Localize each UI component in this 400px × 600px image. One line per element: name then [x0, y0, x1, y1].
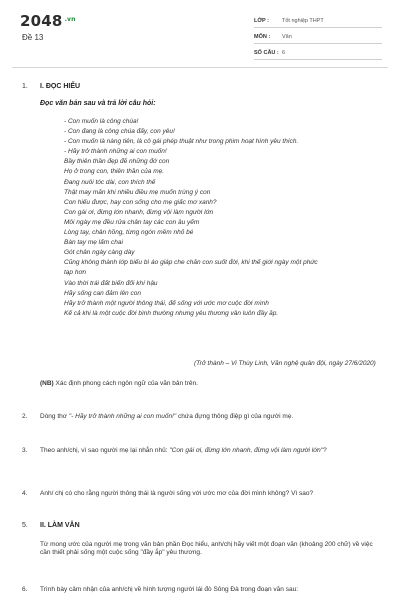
section-title-writing: II. LÀM VĂN: [40, 522, 80, 529]
poem-line: Cũng không thành lớp biểu bì áo giáp che chắn con suốt đời, khi thế giới ngày một phức: [64, 259, 318, 267]
question-number: 6.: [22, 586, 28, 593]
question-text: Xác định phong cách ngôn ngữ của văn bản trên.: [53, 380, 198, 387]
poem-line: Họ ở trong con, thiên thần của mẹ.: [64, 168, 165, 176]
question-text: Trình bày cảm nhận của anh/chị về hình tượng người lái đò Sông Đà trong đoạn văn sau:: [40, 586, 299, 593]
meta-row-class: [254, 12, 382, 28]
meta-label: MÔN :: [254, 34, 271, 41]
question-text-part: Theo anh/chị, vì sao người mẹ lại nhắn nhủ:: [40, 447, 170, 454]
question-quote: "- Hãy trở thành những ai con muốn!": [68, 413, 177, 420]
logo-suffix: .vn: [64, 16, 76, 23]
question-text-part: chứa đựng thông điệp gì của người mẹ.: [176, 413, 294, 420]
poem-line: - Con muốn là công chúa!: [64, 118, 139, 125]
poem-line: Mỗi ngày mẹ đều rửa chân tay các con âu yếm: [64, 218, 200, 226]
meta-value: Văn: [282, 34, 292, 41]
question-number: 1.: [22, 83, 28, 90]
reading-instruction: Đọc văn bản sau và trả lời câu hỏi:: [40, 100, 156, 107]
question-quote: "Con gái ơi, đừng lớn nhanh, đừng vội làm người lớn": [169, 447, 324, 454]
section-title-reading: I. ĐỌC HIỂU: [40, 83, 81, 90]
question-number: 4.: [22, 490, 28, 497]
meta-row-subject: [254, 28, 382, 44]
poem-line: Kể cả khi là một cuộc đời bình thường nhưng yêu thương vẫn luôn đầy ắp.: [64, 309, 279, 317]
poem-line: tạp hơn: [64, 269, 87, 277]
question-number: 5.: [22, 522, 28, 529]
essay-prompt: Từ mong ước của người mẹ trong văn bản phần Đọc hiểu, anh/chị hãy viết một đoạn văn (khoảng 200 chữ) về việc cần thiết phải sống một cuộc sống "đầy ắp" yêu thương.: [40, 541, 373, 557]
poem-line: - Con đang là công chúa đấy, con yêu!: [64, 128, 175, 136]
poem-line: Gót chân ngày càng dày: [64, 249, 135, 257]
poem-line: - Con muốn là nàng tiên, là cô gái phép thuật như trong phim hoạt hình yêu thích.: [64, 138, 299, 146]
exam-title: Đề 13: [22, 33, 44, 42]
exam-meta: [254, 12, 382, 60]
page-header: [0, 0, 400, 62]
question-text: [40, 447, 380, 455]
poem-line: Hãy trở thành một người thông thái, để sống với ước mơ cuộc đời mình: [64, 299, 269, 307]
poem-line: Con gái ơi, đừng lớn nhanh, đừng vội làm người lớn: [64, 208, 214, 216]
logo-text: 2048: [20, 12, 63, 30]
poem-line: Bàn tay mẹ lấm chai: [64, 239, 123, 247]
question-text-part: Dòng thơ: [40, 413, 69, 420]
site-logo[interactable]: [20, 12, 76, 31]
meta-value: 6: [282, 50, 286, 57]
poem-line: Thật may mắn khi nhiều điều mẹ muốn trùng ý con: [64, 188, 211, 196]
poem-source: (Trở thành – Vi Thùy Linh, Văn nghệ quân đội, ngày 27/6/2020): [194, 360, 376, 367]
poem-line: Vào thời trái đất biến đổi khí hậu: [64, 279, 158, 287]
meta-row-question-count: [254, 44, 382, 60]
poem-line: Con hiểu được, hay con sống cho mẹ giấc mơ xanh?: [64, 198, 217, 206]
meta-label: SỐ CÂU :: [254, 50, 279, 57]
question-number: 3.: [22, 447, 28, 454]
difficulty-tag: (NB): [40, 380, 54, 387]
poem-line: Lòng tay, chân hồng, từng ngón mềm nhỏ bé: [64, 229, 194, 237]
question-number: 2.: [22, 413, 28, 420]
poem-line: Bầy thiên thần đẹp đẽ những đớ con: [64, 158, 170, 166]
question-1-prompt: [40, 380, 198, 388]
poem-line: Đang nuôi tóc dài, con thích thế: [64, 178, 156, 186]
poem-line: Hãy sống can đảm lên con: [64, 289, 141, 297]
question-text: Anh/ chị có cho rằng người thông thái là người sống với ước mơ của đời mình không? Vì sao?: [40, 490, 314, 497]
poem-text: [64, 118, 384, 320]
question-text-part: ?: [323, 447, 327, 454]
question-text: [40, 413, 380, 421]
poem-line: - Hãy trở thành những ai con muốn!: [64, 148, 167, 156]
meta-label: LỚP :: [254, 18, 269, 25]
header-divider: [12, 67, 388, 68]
meta-value: Tốt nghiệp THPT: [282, 18, 324, 25]
